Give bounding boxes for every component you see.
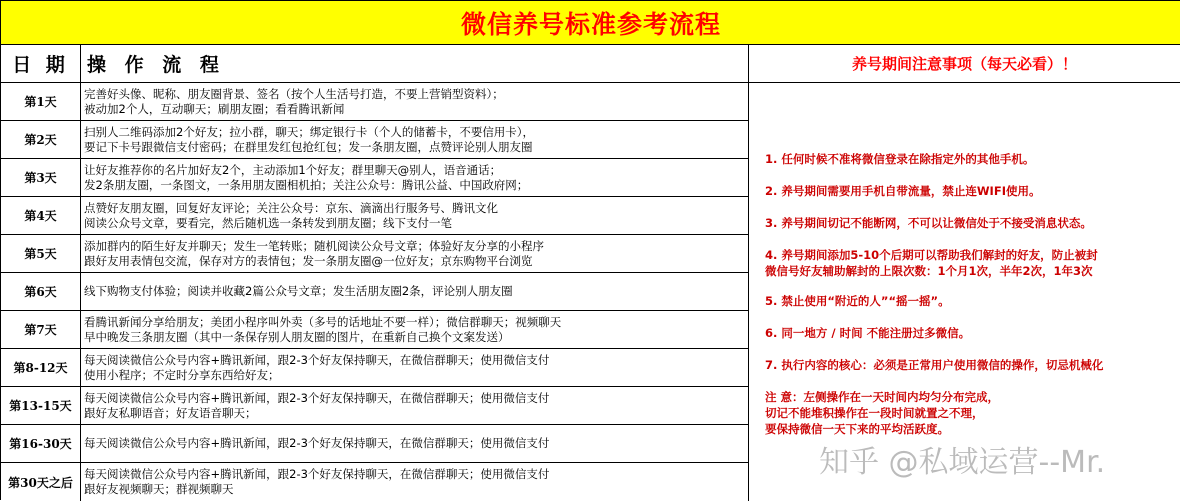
process-line: 早中晚发三条朋友圈（其中一条保存别人朋友圈的图片，在重新自己换个文案发送） xyxy=(84,329,510,344)
day-cell: 第5天 xyxy=(1,235,81,272)
table-row xyxy=(1,425,749,463)
table-row xyxy=(1,463,749,501)
day-cell: 第6天 xyxy=(1,273,81,310)
day-cell: 第16-30天 xyxy=(1,425,81,462)
process-cell xyxy=(81,197,749,234)
note-item: 6. 同一地方 / 时间 不能注册过多微信。 xyxy=(765,326,971,340)
day-cell: 第4天 xyxy=(1,197,81,234)
table-row xyxy=(1,311,749,349)
header-date: 日 期 xyxy=(1,45,81,83)
table-row xyxy=(1,349,749,387)
day-cell: 第7天 xyxy=(1,311,81,348)
process-line: 点赞好友朋友圈，回复好友评论；关注公众号：京东、滴滴出行服务号、腾讯文化 xyxy=(84,200,498,215)
header-notes: 养号期间注意事项（每天必看）！ xyxy=(749,45,1180,83)
zhihu-watermark: 知乎 @私域运营--Mr. xyxy=(819,445,1106,480)
process-line: 线下购物支付体验；阅读并收藏2篇公众号文章；发生活朋友圈2条，评论别人朋友圈 xyxy=(84,284,513,298)
process-line: 每天阅读微信公众号内容+腾讯新闻，跟2-3个好友保持聊天，在微信群聊天；使用微信支付 xyxy=(84,390,550,405)
table-row xyxy=(1,83,749,121)
table-row xyxy=(1,121,749,159)
process-line: 每天阅读微信公众号内容+腾讯新闻，跟2-3个好友保持聊天，在微信群聊天；使用微信支付 xyxy=(84,436,550,450)
process-cell xyxy=(81,311,749,348)
process-line: 被动加2个人，互动聊天；刷朋友圈；看看腾讯新闻 xyxy=(84,101,345,116)
day-cell: 第13-15天 xyxy=(1,387,81,424)
process-cell xyxy=(81,463,749,501)
process-cell xyxy=(81,273,749,310)
note-item: 3. 养号期间切记不能断网，不可以让微信处于不接受消息状态。 xyxy=(765,216,1092,230)
process-line: 要记下卡号跟微信支付密码；在群里发红包抢红包；发一条朋友圈，点赞评论别人朋友圈 xyxy=(84,139,533,154)
process-cell xyxy=(81,121,749,158)
day-cell: 第1天 xyxy=(1,83,81,120)
day-cell: 第8-12天 xyxy=(1,349,81,386)
attention-note: 注 意：左侧操作在一天时间内均匀分布完成， xyxy=(765,390,1000,404)
title-row xyxy=(1,1,1180,45)
note-item: 1. 任何时候不准将微信登录在除指定外的其他手机。 xyxy=(765,152,1035,166)
table-row xyxy=(1,273,749,311)
table-row xyxy=(1,197,749,235)
process-cell xyxy=(81,425,749,462)
day-cell: 第2天 xyxy=(1,121,81,158)
process-line: 扫别人二维码添加2个好友；拉小群，聊天；绑定银行卡（个人的储蓄卡，不要信用卡）， xyxy=(84,124,535,139)
process-line: 阅读公众号文章，要看完，然后随机选一条转发到朋友圈；线下支付一笔 xyxy=(84,215,452,230)
day-cell: 第3天 xyxy=(1,159,81,196)
process-line: 添加群内的陌生好友并聊天；发生一笔转账；随机阅读公众号文章；体验好友分享的小程序 xyxy=(84,238,544,253)
process-cell xyxy=(81,159,749,196)
header-process: 操 作 流 程 xyxy=(81,45,749,83)
process-line: 跟好友私聊语音；好友语音聊天； xyxy=(84,405,257,420)
process-line: 跟好友视频聊天；群视频聊天 xyxy=(84,482,234,496)
process-line: 使用小程序；不定时分享东西给好友； xyxy=(84,367,280,382)
attention-note: 切记不能堆积操作在一段时间就置之不理， xyxy=(765,406,984,420)
note-item: 7. 执行内容的核心：必须是正常用户使用微信的操作，切忌机械化 xyxy=(765,358,1104,372)
day-cell: 第30天之后 xyxy=(1,463,81,501)
process-line: 每天阅读微信公众号内容+腾讯新闻，跟2-3个好友保持聊天，在微信群聊天；使用微信支付 xyxy=(84,352,550,367)
process-cell xyxy=(81,83,749,120)
process-cell xyxy=(81,387,749,424)
table-row xyxy=(1,159,749,197)
schedule-table xyxy=(1,83,749,501)
note-item: 微信号好友辅助解封的上限次数：1个月1次，半年2次，1年3次 xyxy=(765,264,1093,278)
process-line: 发2条朋友圈，一条图文，一条用朋友圈相机拍；关注公众号：腾讯公益、中国政府网； xyxy=(84,177,529,192)
note-item: 2. 养号期间需要用手机自带流量，禁止连WIFI使用。 xyxy=(765,184,1041,198)
process-cell xyxy=(81,235,749,272)
attention-note: 要保持微信一天下来的平均活跃度。 xyxy=(765,422,949,436)
process-line: 完善好头像、昵称、朋友圈背景、签名（按个人生活号打造，不要上营销型资料）； xyxy=(84,86,504,101)
note-item: 4. 养号期间添加5-10个后期可以帮助我们解封的好友，防止被封 xyxy=(765,248,1098,262)
table-row xyxy=(1,387,749,425)
note-item: 5. 禁止使用“附近的人”“摇一摇”。 xyxy=(765,294,950,308)
process-cell xyxy=(81,349,749,386)
process-line: 看腾讯新闻分享给朋友；美团小程序叫外卖（多号的话地址不要一样）；微信群聊天；视频聊天 xyxy=(84,314,562,329)
process-line: 每天阅读微信公众号内容+腾讯新闻，跟2-3个好友保持聊天，在微信群聊天；使用微信支付 xyxy=(84,467,550,481)
table-row xyxy=(1,235,749,273)
page-title: 微信养号标准参考流程 xyxy=(460,9,721,39)
process-line: 让好友推荐你的名片加好友2个，主动添加1个好友；群里聊天@别人，语音通话； xyxy=(84,162,502,177)
process-line: 跟好友用表情包交流，保存对方的表情包；发一条朋友圈@一位好友；京东购物平台浏览 xyxy=(84,253,533,268)
